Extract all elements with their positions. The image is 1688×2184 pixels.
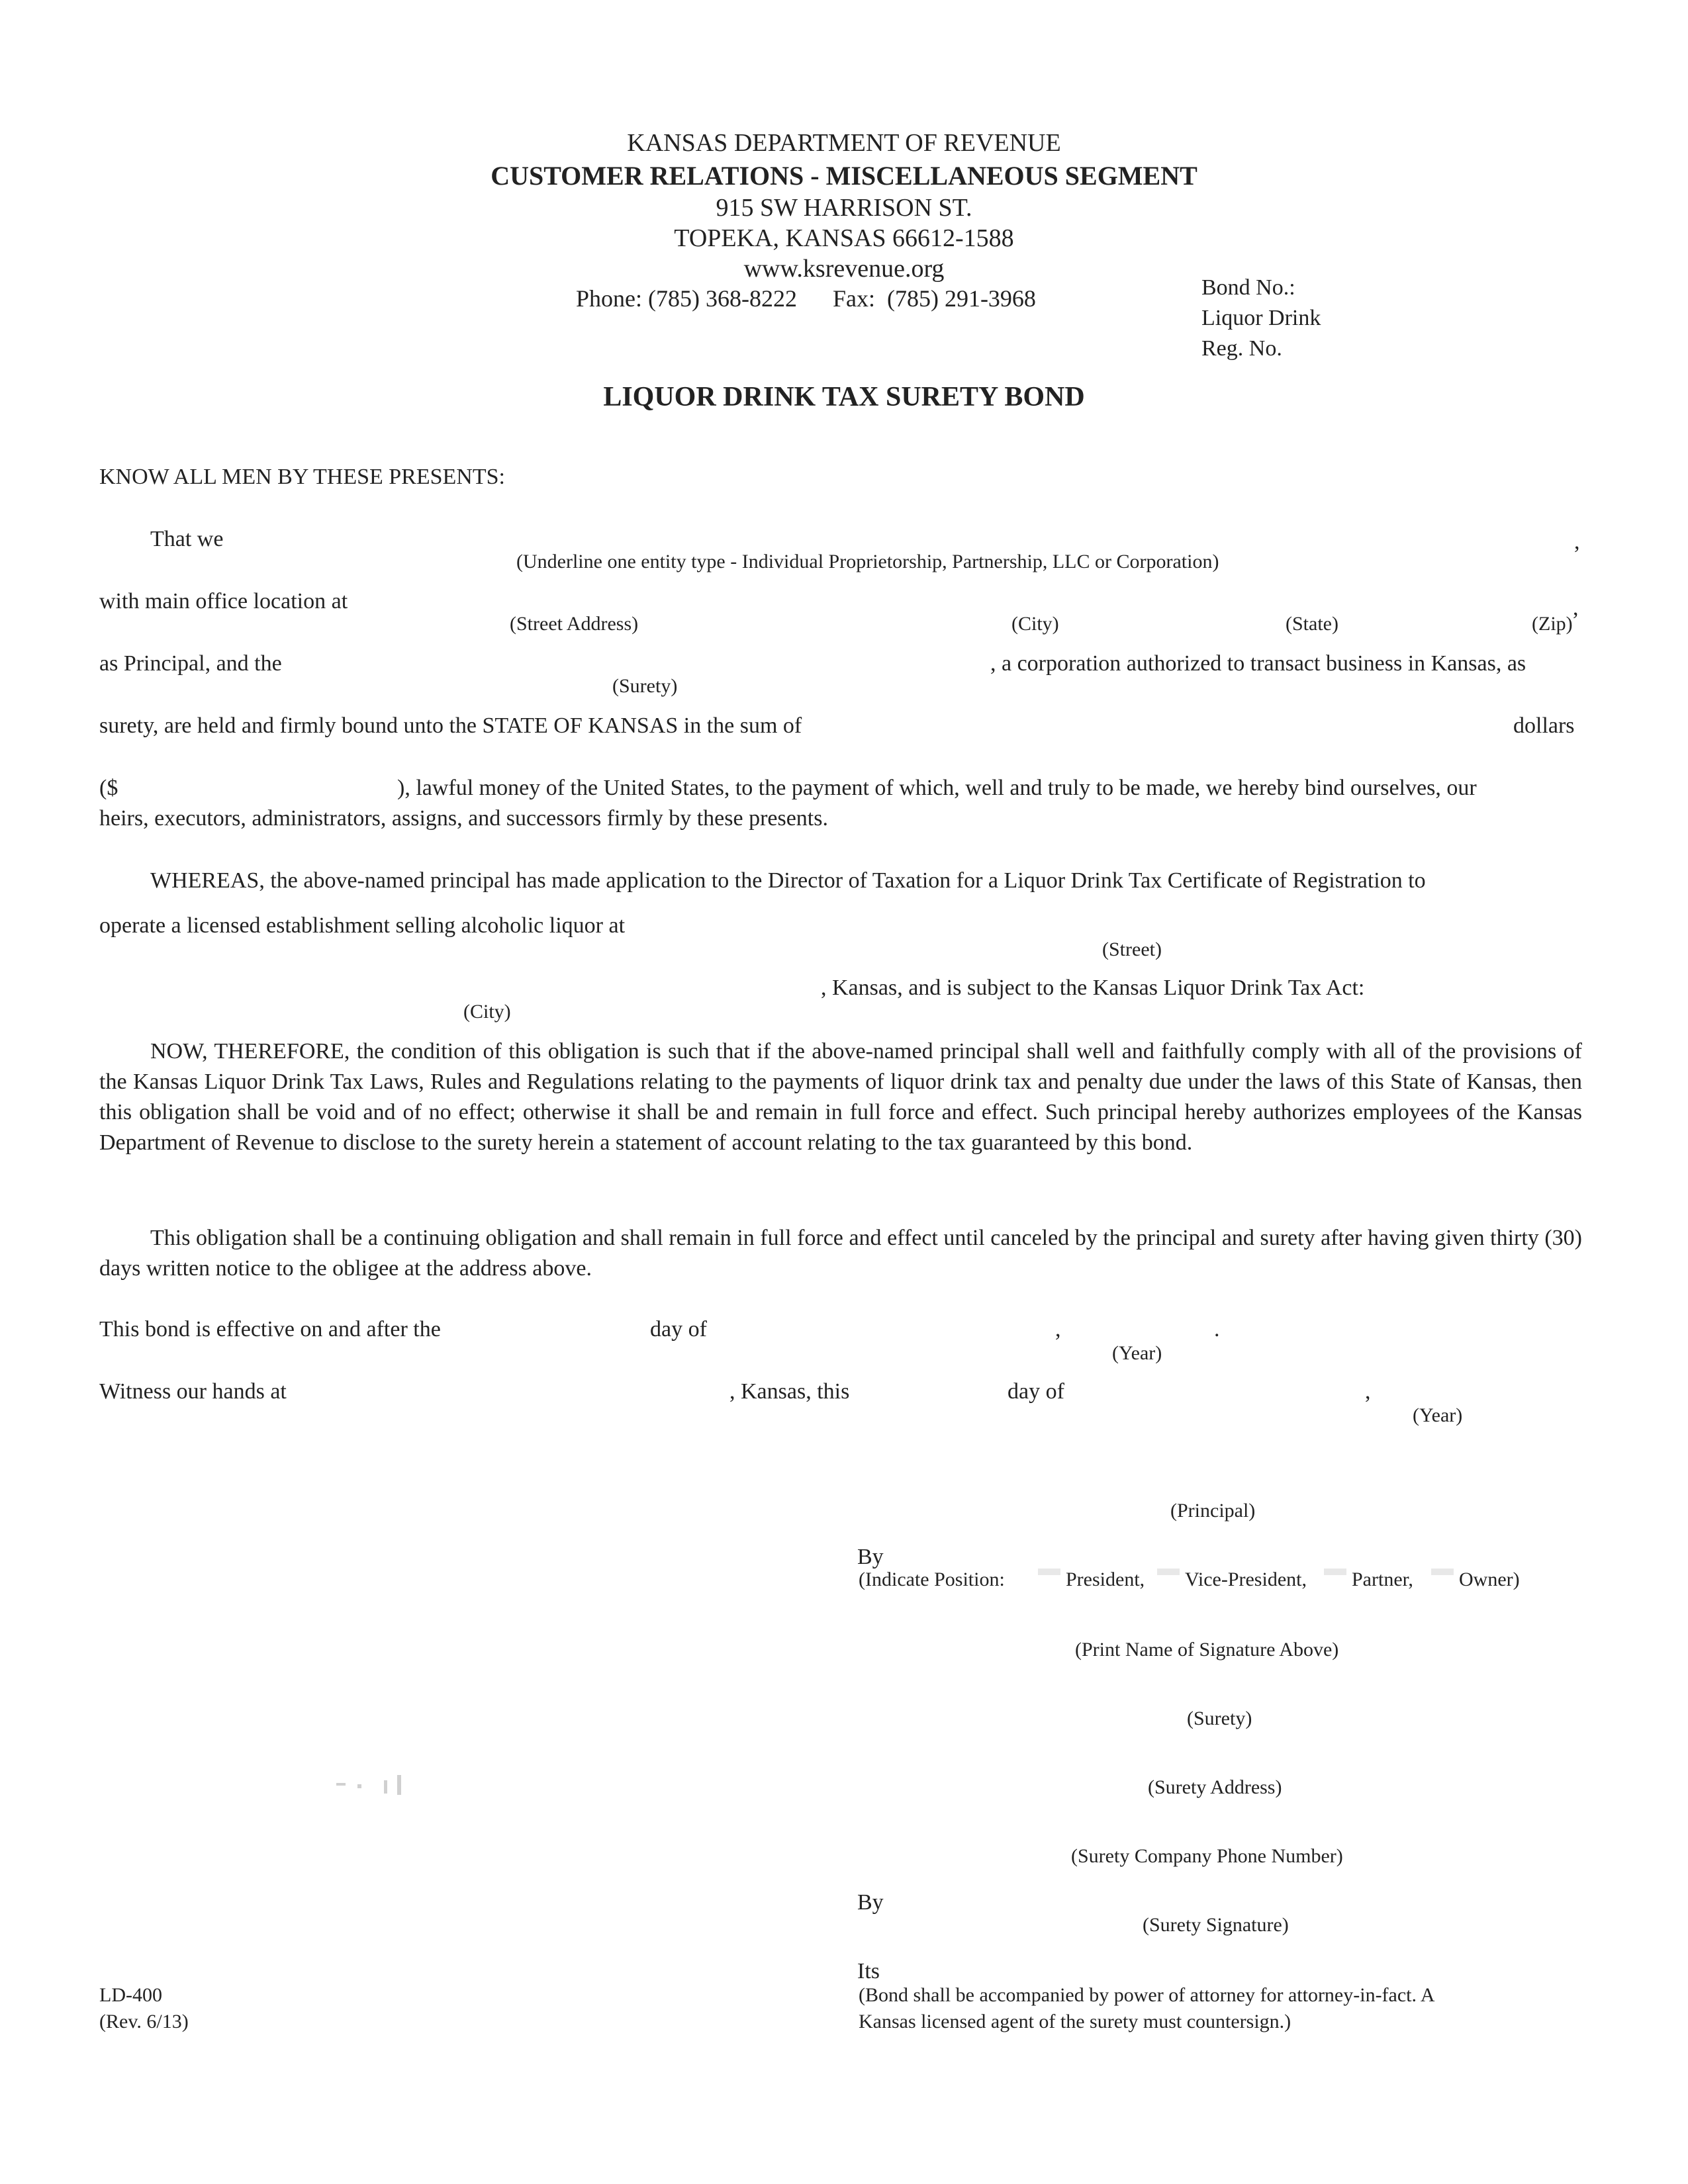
position-vice-president[interactable]: Vice-President, bbox=[1157, 1569, 1307, 1591]
main-office-label: with main office location at bbox=[99, 589, 348, 614]
by-label: By bbox=[857, 1890, 884, 1915]
countersign-note: Kansas licensed agent of the surety must countersign.) bbox=[859, 2011, 1291, 2032]
its-label: Its bbox=[857, 1959, 880, 1983]
heirs-text: heirs, executors, administrators, assigns, and successors firmly by these presents. bbox=[99, 806, 828, 831]
city-caption: (City) bbox=[463, 1001, 511, 1023]
form-revision: (Rev. 6/13) bbox=[99, 2011, 189, 2032]
lawful-money-text: ), lawful money of the United States, to the payment of which, well and truly to be made, we hereby bind ourselves, our bbox=[397, 776, 1477, 800]
city-caption: (City) bbox=[1011, 613, 1059, 635]
dollar-sign: ($ bbox=[99, 776, 118, 800]
state-caption: (State) bbox=[1286, 613, 1338, 635]
surety-caption: (Surety) bbox=[612, 675, 678, 697]
operate-establishment-text: operate a licensed establishment selling alcoholic liquor at bbox=[99, 913, 626, 938]
corporation-authorized-text: , a corporation authorized to transact business in Kansas, as bbox=[990, 651, 1526, 676]
zip-caption: (Zip) bbox=[1532, 613, 1573, 635]
now-therefore-paragraph: NOW, THEREFORE, the condition of this obligation is such that if the above-named principal shall well and faithfully comply with all of the provisions of the Kansas Liquor Drink Tax Laws, Rules and Regulations relating to the payments of liquor drink tax and penalty due under the laws of this State of Kansas, then this obligation shall be void and of no effect; otherwise it shall be and remain in full force and effect. Such principal hereby authorizes employees of the Kansas Department of Revenue to disclose to the surety herein a statement of account relating to the tax guaranteed by this bond. bbox=[99, 1039, 1582, 1155]
surety-address-caption: (Surety Address) bbox=[1148, 1776, 1282, 1798]
as-principal-label: as Principal, and the bbox=[99, 651, 282, 676]
position-president[interactable]: President, bbox=[1038, 1569, 1145, 1591]
principal-caption: (Principal) bbox=[1170, 1500, 1256, 1522]
surety-caption: (Surety) bbox=[1187, 1707, 1252, 1729]
document-title: LIQUOR DRINK TAX SURETY BOND bbox=[603, 382, 1085, 412]
intro-text: KNOW ALL MEN BY THESE PRESENTS: bbox=[99, 465, 505, 489]
position-partner[interactable]: Partner, bbox=[1324, 1569, 1413, 1591]
kansas-subject-text: , Kansas, and is subject to the Kansas Liquor Drink Tax Act: bbox=[821, 976, 1365, 1000]
indicate-position-label: (Indicate Position: bbox=[859, 1569, 1005, 1590]
year-caption: (Year) bbox=[1112, 1342, 1162, 1364]
comma: , bbox=[1055, 1317, 1061, 1342]
held-and-bound-text: surety, are held and firmly bound unto the STATE OF KANSAS in the sum of bbox=[99, 713, 802, 738]
print-name-caption: (Print Name of Signature Above) bbox=[1075, 1639, 1339, 1661]
kansas-this-label: , Kansas, this bbox=[729, 1379, 850, 1404]
address-street: 915 SW HARRISON ST. bbox=[716, 194, 972, 222]
whereas-text: WHEREAS, the above-named principal has made application to the Director of Taxation for a Liquor Drink Tax Certificate of Registration to bbox=[150, 868, 1426, 893]
vice-president-checkbox[interactable] bbox=[1157, 1569, 1180, 1575]
liquor-drink-label: Liquor Drink bbox=[1201, 306, 1321, 330]
year-caption: (Year) bbox=[1413, 1404, 1463, 1426]
effective-date-label: This bond is effective on and after the bbox=[99, 1317, 441, 1342]
entity-type-caption: (Underline one entity type - Individual Proprietorship, Partnership, LLC or Corporation) bbox=[516, 551, 1219, 572]
position-owner[interactable]: Owner) bbox=[1431, 1569, 1520, 1591]
power-of-attorney-note: (Bond shall be accompanied by power of attorney for attorney-in-fact. A bbox=[859, 1984, 1435, 2006]
day-of-label: day of bbox=[650, 1317, 707, 1342]
witness-label: Witness our hands at bbox=[99, 1379, 287, 1404]
website: www.ksrevenue.org bbox=[743, 255, 945, 283]
period: . bbox=[1214, 1317, 1220, 1342]
surety-phone-caption: (Surety Company Phone Number) bbox=[1071, 1845, 1343, 1867]
address-city: TOPEKA, KANSAS 66612-1588 bbox=[674, 224, 1014, 252]
comma: , bbox=[1574, 529, 1580, 554]
bond-number-label: Bond No.: bbox=[1201, 275, 1295, 300]
street-address-caption: (Street Address) bbox=[510, 613, 639, 635]
partner-checkbox[interactable] bbox=[1324, 1569, 1346, 1575]
form-number: LD-400 bbox=[99, 1984, 162, 2006]
reg-number-label: Reg. No. bbox=[1201, 336, 1282, 361]
surety-signature-caption: (Surety Signature) bbox=[1143, 1914, 1289, 1936]
street-caption: (Street) bbox=[1102, 938, 1162, 960]
comma: , bbox=[1365, 1379, 1371, 1404]
owner-checkbox[interactable] bbox=[1431, 1569, 1454, 1575]
continuing-obligation-paragraph: This obligation shall be a continuing obligation and shall remain in full force and effect until canceled by the principal and surety after having given thirty (30) days written notice to the obligee at the address above. bbox=[99, 1226, 1582, 1281]
scan-mark-icon bbox=[336, 1774, 409, 1797]
dept-name: KANSAS DEPARTMENT OF REVENUE bbox=[627, 129, 1061, 157]
president-checkbox[interactable] bbox=[1038, 1569, 1060, 1575]
that-we-label: That we bbox=[150, 527, 224, 551]
day-of-label: day of bbox=[1008, 1379, 1064, 1404]
by-label: By bbox=[857, 1545, 884, 1569]
division-name: CUSTOMER RELATIONS - MISCELLANEOUS SEGMENT bbox=[491, 161, 1197, 191]
comma: , bbox=[1573, 596, 1579, 620]
dollars-label: dollars bbox=[1513, 713, 1575, 738]
phone-fax-line: Phone: (785) 368-8222 Fax: (785) 291-3968 bbox=[576, 285, 1036, 312]
scan-artifact bbox=[336, 1774, 409, 1803]
